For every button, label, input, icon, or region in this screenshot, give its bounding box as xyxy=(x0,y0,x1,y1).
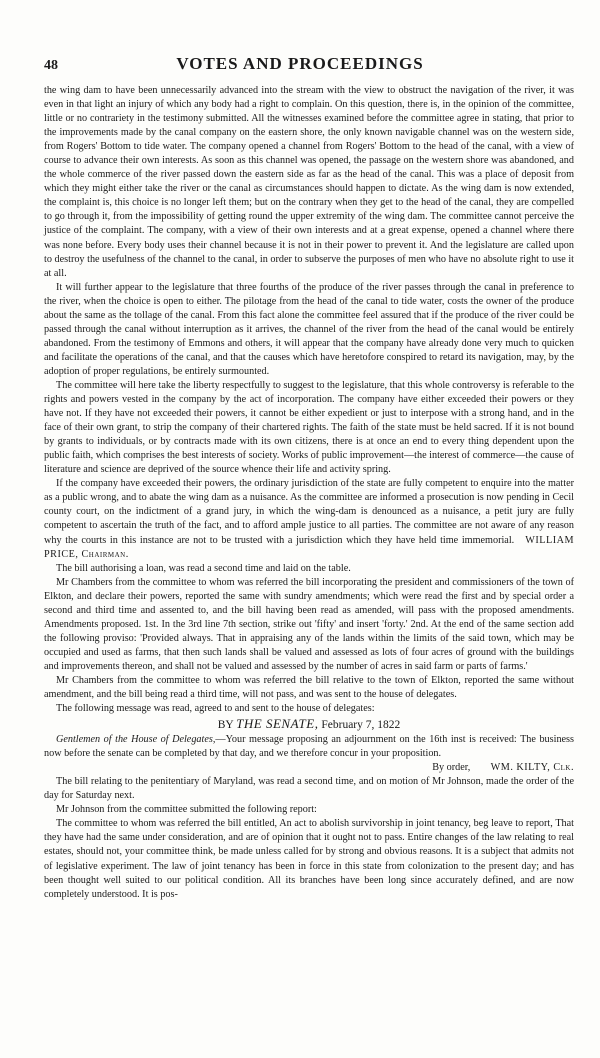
paragraph-canal-produce: It will further appear to the legislature that three fourths of the produce of the river passes through the canal in preference to the river, when the choice is open to either. The pilotage from the head of the canal to tide water, costs the owner of the produce about the same as the tollage of the canal. From this fact alone the committee feel assured that if the produce of the river could be passed through the canal without interruption as it arrives, the channel of the river from the head of the canal would be entirely abandoned. From the testimony of Emmons and others, it will appear that the company have already done very much to quicken and facilitate the operations of the canal, and that the causes which have heretofore conspired to retard its navigation, may, by the adoption of proper regulations, be entirely surmounted. xyxy=(44,281,574,377)
page-body xyxy=(44,84,574,902)
senate-heading-prefix: BY xyxy=(217,719,234,732)
paragraph-powers xyxy=(44,477,574,561)
paragraph-controversy: The committee will here take the liberty respectfully to suggest to the legislature, that this whole controversy is referable to the rights and powers vested in the company by the act of incorporation. The company have either exceeded their powers or they have not. If they have not exceeded their powers, it cannot be either expedient or just to interpose with a strong hand, and in the face of their own grant, to strip the company of their chartered rights. The faith of the state must be held sacred. If it is not bound by grants to individuals, or by contracts made with its own citizens, there is at once an end to every thing dependent upon the public faith, which comprises the best interests of society. Works of public improvement—the interest of commerce—the cause of literature and science are deprived of the source whence their life and activity spring. xyxy=(44,379,574,476)
paragraph-powers-text: If the company have exceeded their powers, the ordinary jurisdiction of the state are fully competent to enquire into the matter as a public wrong, and to abate the wing dam as a nuisance. As the committee are informed a prosecution is now pending in Cecil county court, on the indictment of a grand jury, in which the wing-dam is denounced as a nuisance, a petit jury are fully competent to ascertain the truth of the fact, and to afford ample justice to all parties. The committee are not aware of any reason why the courts in this instance are not to be trusted with a jurisdiction which they have held time immemorial. xyxy=(44,478,574,546)
paragraph-penitentiary: The bill relating to the penitentiary of Maryland, was read a second time, and on motion of Mr Johnson, made the order of the day for Saturday next. xyxy=(44,776,574,802)
salutation: Gentlemen of the House of Delegates, xyxy=(56,734,216,746)
by-order-line xyxy=(44,761,574,775)
paragraph-elkton-relative: Mr Chambers from the committee to whom was referred the bill relative to the town of Elkton, reported the same without amendment, and the bill being read a third time, will not pass, and was sent to the house of delegates. xyxy=(44,674,574,701)
paragraph-message-intro: The following message was read, agreed to and sent to the house of delegates: xyxy=(56,703,375,715)
senate-heading-date: February 7, 1822 xyxy=(321,719,401,732)
by-order-label: By order, xyxy=(432,762,471,774)
chairman-signature: WILLIAM PRICE, Chairman. xyxy=(44,534,575,560)
paragraph-elkton-incorporation: Mr Chambers from the committee to whom was referred the bill incorporating the president and commissioners of the town of Elkton, and declare their powers, reported the same with sundry amendments; which were read the first and by special order a second and third time and assented to, and the bill having been read as amended, will pass with the proposed amendments. Amendments proposed. 1st. In the 3rd line 7th section, strike out 'fifty' and insert 'forty.' 2nd. At the end of the same section add the following proviso: 'Provided always. That in appraising any of the lands within the limits of the said town, which may be occupied and used as farms, that then such lands shall be valued and assessed as lots of four acres of ground with the buildings and improvements thereon, and shall not be valued and assessed by the number of acres in said farm or parts of farms.' xyxy=(44,576,574,672)
paragraph-report-intro: Mr Johnson from the committee submitted the following report: xyxy=(56,804,317,816)
senate-heading xyxy=(44,716,574,733)
clerk-signature: WM. KILTY, Clk. xyxy=(490,762,574,774)
senate-heading-body: THE SENATE, xyxy=(236,716,319,732)
paragraph-adjournment-message: Gentlemen of the House of Delegates,—Your message proposing an adjournment on the 16th inst is received: The business now before the senate can be completed by that day, and we therefore concur in your proposition. xyxy=(44,734,574,760)
paragraph-survivorship-report: The committee to whom was referred the bill entitled, An act to abolish survivorship in joint tenancy, beg leave to report, That they have had the same under consideration, and are of opinion that it ought not to pass. Entire changes of the law relating to real estates, should not, your committee think, be made unless called for by strong and obvious reasons. It is a subject that admits not of legislative experiment. The law of joint tenancy has been in force in this state from colonization to the present day; and has been thought well suited to our political condition. All its branches have been long since accurately defined, and are now completely understood. It is pos- xyxy=(44,818,574,900)
page-number: 48 xyxy=(44,58,58,73)
paragraph-loan-bill: The bill authorising a loan, was read a second time and laid on the table. xyxy=(56,562,351,574)
page-header: VOTES AND PROCEEDINGS xyxy=(176,54,424,73)
paragraph-wing-dam: the wing dam to have been unnecessarily advanced into the stream with the view to obstruct the navigation of the river, it was even in that light an injury of which any body had a right to complain. On this question, there is, in the opinion of the committee, little or no contrariety in the testimony submitted. All the witnesses examined before the committee agree in stating, that prior to the improvements made by the canal company on the eastern shore, the only known navigable channel was on the western side, from Rogers' Bottom to tide water. The company opened a channel from Rogers' Bottom to the head of the canal, with a view of course to advance their own interests. As soon as this channel was opened, the passage on the western shore was abandoned, and the whole commerce of the river passed down the eastern side as far as the head of the canal. This was a place of deposit from which they might either take the river or the canal as circumstances should happen to dictate. As the wing dam is now extended, the complaint is, this choice is no longer left them; but on the contrary when they get to the head of the canal, they are compelled to go through it, from the impossibility of getting round the upper extremity of the wing dam. The committee cannot perceive the justice of the complaint. The company, with a view of their own interests and at a great expense, opened a channel where there was none before. Every body uses their channel because it is not in their power to prevent it. And the legislature are called upon to destroy the usefulness of the channel to the canal, in order to subserve the purposes of men who have no absolute right to use it at all. xyxy=(44,85,574,279)
